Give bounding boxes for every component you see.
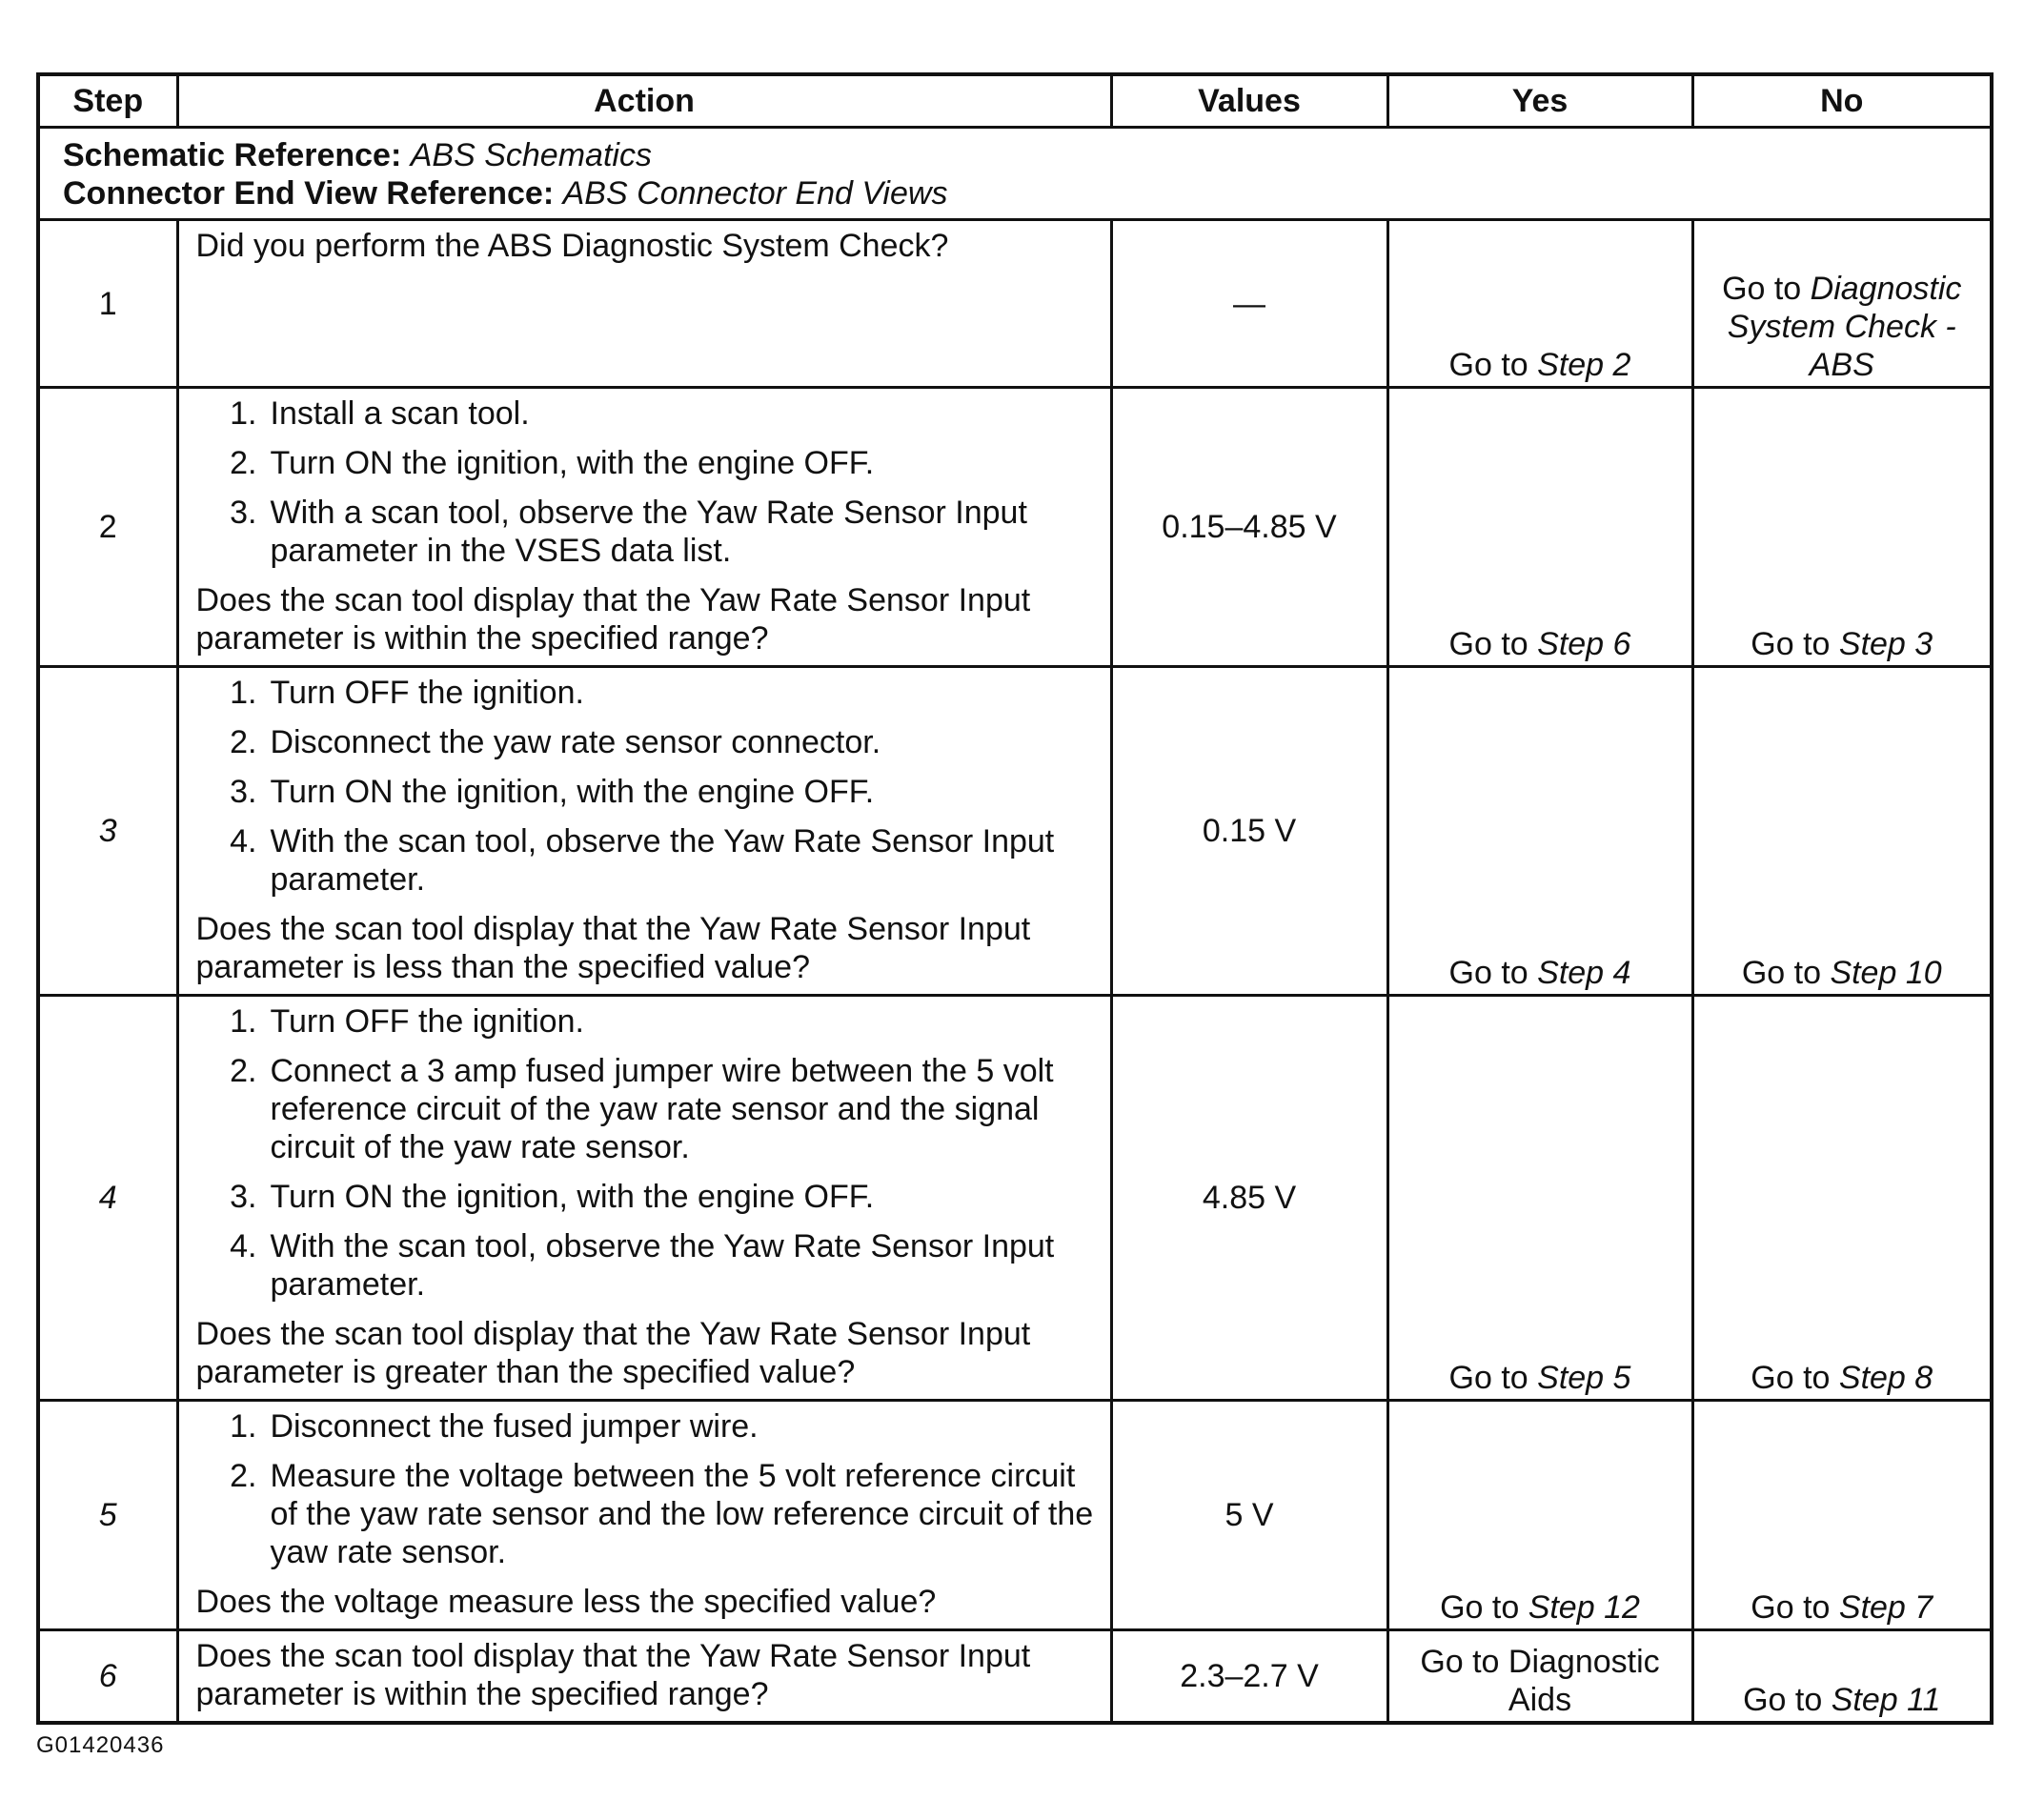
no-prefix: Go to <box>1741 955 1831 991</box>
no-link[interactable]: Step 10 <box>1830 955 1942 991</box>
header-yes: Yes <box>1387 74 1692 128</box>
yes-cell <box>1387 996 1692 1401</box>
action-steps <box>196 394 1097 570</box>
action-item: 2. Turn ON the ignition, with the engine OFF. <box>196 444 1097 482</box>
table-row <box>38 996 1992 1401</box>
no-cell <box>1692 1630 1992 1724</box>
header-step: Step <box>38 74 177 128</box>
figure-id: G01420436 <box>36 1732 165 1758</box>
reference-cell <box>38 128 1992 220</box>
step-number: 3 <box>38 667 177 996</box>
no-prefix: Go to <box>1743 1682 1832 1718</box>
table-row <box>38 1401 1992 1630</box>
action-item-text: Disconnect the yaw rate sensor connector. <box>270 724 881 760</box>
yes-cell <box>1387 1630 1692 1724</box>
value-cell: 4.85 V <box>1111 996 1387 1401</box>
action-item-text: Turn OFF the ignition. <box>270 675 584 711</box>
value-cell: 5 V <box>1111 1401 1387 1630</box>
no-prefix: Go to <box>1751 626 1839 662</box>
action-item: 4. With the scan tool, observe the Yaw Rate Sensor Input parameter. <box>196 1227 1097 1304</box>
yes-cell <box>1387 388 1692 667</box>
action-cell <box>177 1401 1111 1630</box>
action-item: 2. Disconnect the yaw rate sensor connector. <box>196 723 1097 761</box>
action-item: 2. Connect a 3 amp fused jumper wire between the 5 volt reference circuit of the yaw rate sensor and the signal circuit of the yaw rate sensor. <box>196 1052 1097 1166</box>
value-cell: — <box>1111 220 1387 388</box>
value-cell: 0.15 V <box>1111 667 1387 996</box>
action-cell <box>177 996 1111 1401</box>
table-row <box>38 667 1992 996</box>
yes-cell <box>1387 220 1692 388</box>
action-item-text: Turn ON the ignition, with the engine OFF. <box>270 1179 875 1215</box>
action-item: 3. Turn ON the ignition, with the engine OFF. <box>196 773 1097 811</box>
action-item: 4. With the scan tool, observe the Yaw Rate Sensor Input parameter. <box>196 822 1097 899</box>
header-row <box>38 74 1992 128</box>
action-cell <box>177 1630 1111 1724</box>
yes-prefix: Go to <box>1448 1360 1538 1396</box>
no-cell <box>1692 388 1992 667</box>
action-question: Does the voltage measure less the specified value? <box>195 1584 937 1620</box>
action-item: 3. With a scan tool, observe the Yaw Rate Sensor Input parameter in the VSES data list. <box>196 494 1097 570</box>
action-item: 2. Measure the voltage between the 5 volt reference circuit of the yaw rate sensor and the low reference circuit of the yaw rate sensor. <box>196 1457 1097 1571</box>
header-action: Action <box>177 74 1111 128</box>
action-steps <box>196 674 1097 899</box>
yes-link[interactable]: Go to Diagnostic Aids <box>1420 1644 1660 1718</box>
yes-prefix: Go to <box>1448 626 1538 662</box>
step-number: 5 <box>38 1401 177 1630</box>
action-cell <box>177 667 1111 996</box>
no-prefix: Go to <box>1722 271 1811 307</box>
yes-link[interactable]: Step 5 <box>1537 1360 1631 1396</box>
connector-reference-link[interactable]: ABS Connector End Views <box>562 175 948 212</box>
action-item-text: Turn ON the ignition, with the engine OFF. <box>270 774 875 810</box>
yes-link[interactable]: Step 12 <box>1528 1589 1640 1626</box>
action-item: 1. Disconnect the fused jumper wire. <box>196 1407 1097 1446</box>
action-question: Did you perform the ABS Diagnostic System Check? <box>195 228 949 264</box>
header-no: No <box>1692 74 1992 128</box>
yes-link[interactable]: Step 6 <box>1537 626 1631 662</box>
table-row <box>38 1630 1992 1724</box>
table-row <box>38 388 1992 667</box>
no-link[interactable]: Step 7 <box>1838 1589 1933 1626</box>
value-cell: 0.15–4.85 V <box>1111 388 1387 667</box>
action-item-text: Measure the voltage between the 5 volt reference circuit of the yaw rate sensor and the low reference circuit of the yaw rate sensor. <box>270 1458 1094 1570</box>
diagnostic-table <box>36 72 1994 1725</box>
no-prefix: Go to <box>1751 1589 1839 1626</box>
action-item-text: Turn OFF the ignition. <box>270 1003 584 1040</box>
step-number: 2 <box>38 388 177 667</box>
action-item-text: Install a scan tool. <box>270 395 530 432</box>
action-item: 1. Turn OFF the ignition. <box>196 1002 1097 1041</box>
action-steps <box>196 1002 1097 1304</box>
action-item-text: Connect a 3 amp fused jumper wire between the 5 volt reference circuit of the yaw rate sensor and the signal circuit of the yaw rate sensor. <box>270 1053 1054 1165</box>
action-cell <box>177 388 1111 667</box>
value-cell: 2.3–2.7 V <box>1111 1630 1387 1724</box>
table-row <box>38 220 1992 388</box>
yes-cell <box>1387 1401 1692 1630</box>
action-item-text: Disconnect the fused jumper wire. <box>270 1408 759 1445</box>
action-question: Does the scan tool display that the Yaw Rate Sensor Input parameter is within the specified range? <box>195 1638 1031 1712</box>
yes-link[interactable]: Step 2 <box>1537 347 1631 383</box>
no-cell <box>1692 220 1992 388</box>
no-cell <box>1692 996 1992 1401</box>
reference-row <box>38 128 1992 220</box>
header-values: Values <box>1111 74 1387 128</box>
no-link[interactable]: Step 8 <box>1838 1360 1933 1396</box>
no-link[interactable]: Diagnostic System Check - ABS <box>1727 271 1962 383</box>
no-link[interactable]: Step 11 <box>1831 1682 1941 1718</box>
action-question: Does the scan tool display that the Yaw Rate Sensor Input parameter is less than the specified value? <box>195 911 1031 985</box>
schematic-reference <box>63 136 1967 174</box>
yes-prefix: Go to <box>1448 347 1538 383</box>
no-cell <box>1692 1401 1992 1630</box>
schematic-reference-link[interactable]: ABS Schematics <box>410 137 652 173</box>
action-question: Does the scan tool display that the Yaw Rate Sensor Input parameter is within the specified range? <box>195 582 1031 657</box>
no-prefix: Go to <box>1751 1360 1839 1396</box>
action-item-text: With the scan tool, observe the Yaw Rate Sensor Input parameter. <box>270 1228 1055 1303</box>
action-item-text: Turn ON the ignition, with the engine OFF. <box>270 445 875 481</box>
step-number: 4 <box>38 996 177 1401</box>
connector-reference <box>63 174 1967 212</box>
action-item: 1. Install a scan tool. <box>196 394 1097 433</box>
action-item: 3. Turn ON the ignition, with the engine OFF. <box>196 1178 1097 1216</box>
yes-cell <box>1387 667 1692 996</box>
schematic-reference-label: Schematic Reference: <box>63 137 402 173</box>
action-item: 1. Turn OFF the ignition. <box>196 674 1097 712</box>
step-number: 6 <box>38 1630 177 1724</box>
yes-prefix: Go to <box>1440 1589 1528 1626</box>
step-number: 1 <box>38 220 177 388</box>
no-cell <box>1692 667 1992 996</box>
action-steps <box>196 1407 1097 1571</box>
action-cell <box>177 220 1111 388</box>
no-link[interactable]: Step 3 <box>1838 626 1933 662</box>
yes-prefix: Go to <box>1448 955 1538 991</box>
yes-link[interactable]: Step 4 <box>1537 955 1631 991</box>
action-item-text: With the scan tool, observe the Yaw Rate Sensor Input parameter. <box>270 823 1055 898</box>
connector-reference-label: Connector End View Reference: <box>63 175 555 212</box>
action-question: Does the scan tool display that the Yaw Rate Sensor Input parameter is greater than the specified value? <box>195 1316 1031 1390</box>
action-item-text: With a scan tool, observe the Yaw Rate Sensor Input parameter in the VSES data list. <box>270 495 1027 569</box>
